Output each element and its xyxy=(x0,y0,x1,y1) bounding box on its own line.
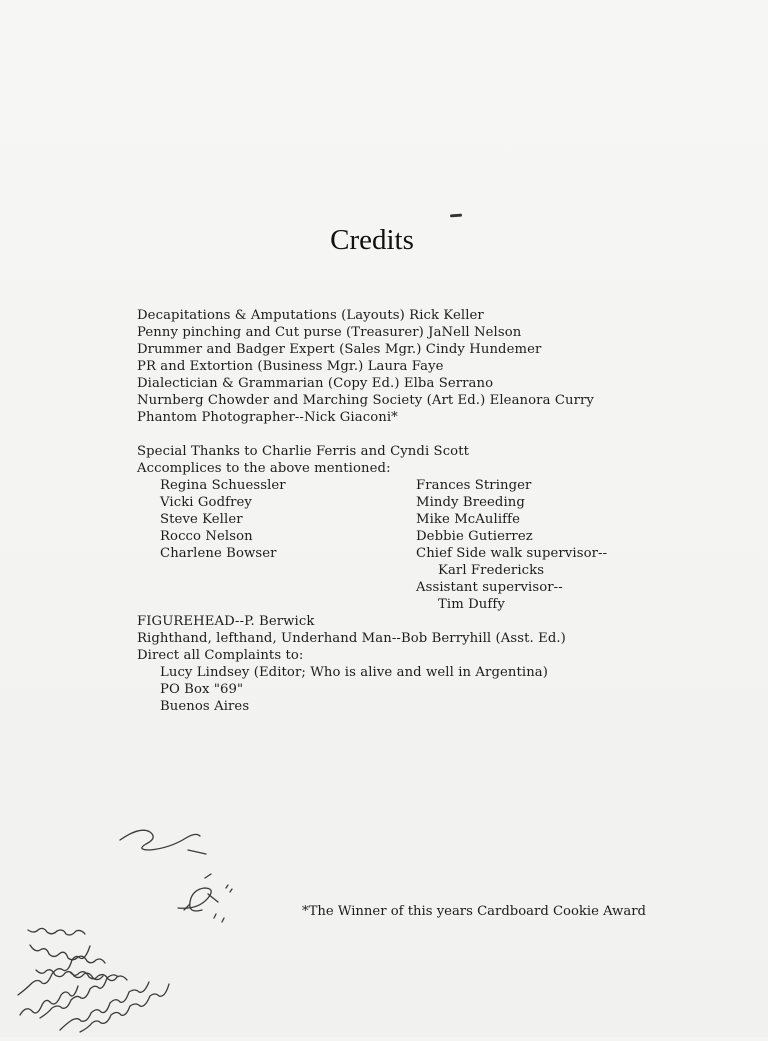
handwritten-inscription xyxy=(0,790,340,1037)
complaints-heading: Direct all Complaints to: xyxy=(137,648,304,663)
city: Buenos Aires xyxy=(160,699,250,714)
credit-line-layouts: Decapitations & Amputations (Layouts) Rick Keller xyxy=(137,308,484,323)
assistant-supervisor-title: Assistant supervisor-- xyxy=(416,580,563,595)
footnote: *The Winner of this years Cardboard Cookie Award xyxy=(302,904,646,919)
credit-line-treasurer: Penny pinching and Cut purse (Treasurer) JaNell Nelson xyxy=(137,325,522,340)
accomplice-name: Rocco Nelson xyxy=(160,529,253,544)
accomplice-name: Regina Schuessler xyxy=(160,478,286,493)
accomplices-heading: Accomplices to the above mentioned: xyxy=(137,461,391,476)
credit-line-art: Nurnberg Chowder and Marching Society (Art Ed.) Eleanora Curry xyxy=(137,393,594,408)
credit-line-copy: Dialectician & Grammarian (Copy Ed.) Elba Serrano xyxy=(137,376,494,391)
editor-address: Lucy Lindsey (Editor; Who is alive and well in Argentina) xyxy=(160,665,549,680)
ink-speck xyxy=(450,214,462,218)
po-box: PO Box "69" xyxy=(160,682,244,697)
accomplice-name: Mike McAuliffe xyxy=(416,512,521,527)
accomplice-name: Steve Keller xyxy=(160,512,243,527)
righthand-line: Righthand, lefthand, Underhand Man--Bob Berryhill (Asst. Ed.) xyxy=(137,631,566,646)
accomplice-name: Frances Stringer xyxy=(416,478,532,493)
special-thanks: Special Thanks to Charlie Ferris and Cyndi Scott xyxy=(137,444,470,459)
accomplice-name: Debbie Gutierrez xyxy=(416,529,533,544)
figurehead-line: FIGUREHEAD--P. Berwick xyxy=(137,614,315,629)
accomplice-name: Charlene Bowser xyxy=(160,546,277,561)
page-title: Credits xyxy=(330,224,414,256)
credit-line-business: PR and Extortion (Business Mgr.) Laura Faye xyxy=(137,359,444,374)
assistant-supervisor-name: Tim Duffy xyxy=(438,597,505,612)
credit-line-photographer: Phantom Photographer--Nick Giaconi* xyxy=(137,410,398,425)
handwriting-drawing xyxy=(0,790,340,1037)
accomplice-name: Mindy Breeding xyxy=(416,495,525,510)
credit-line-sales: Drummer and Badger Expert (Sales Mgr.) Cindy Hundemer xyxy=(137,342,542,357)
accomplice-name: Vicki Godfrey xyxy=(160,495,252,510)
supervisor-title: Chief Side walk supervisor-- xyxy=(416,546,608,561)
supervisor-name: Karl Fredericks xyxy=(438,563,545,578)
